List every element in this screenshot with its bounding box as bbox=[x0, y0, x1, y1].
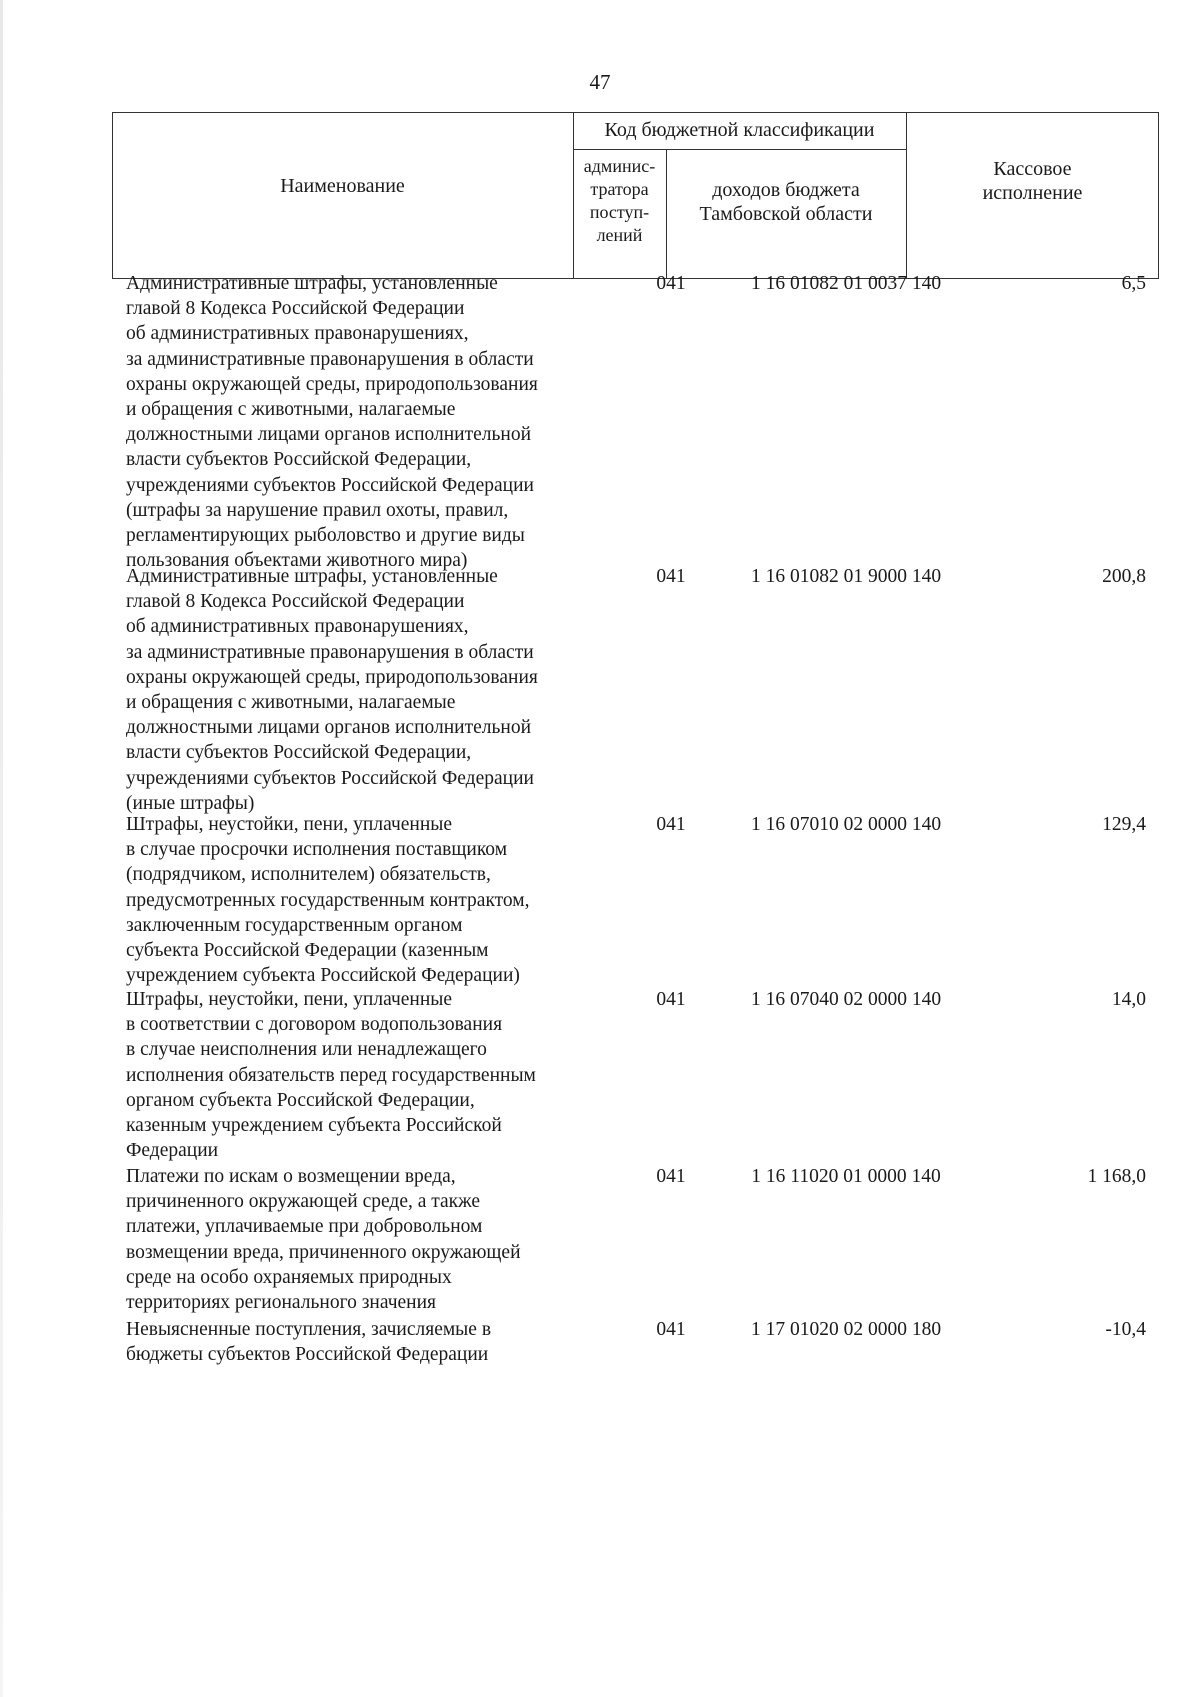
header-admin-column: админис- тратора поступ- лений bbox=[583, 156, 656, 245]
header-name-column: Наименование bbox=[280, 175, 405, 197]
row-name: Административные штрафы, установленные главой 8 Кодекса Российской Федерации об административных правонарушениях, за административные правонарушения в области охраны окружающей среды, природопользования и обращения с животными, налагаемые должностными лицами органов исполнительной власти субъектов Российской Федерации, учреждениями субъектов Российской Федерации (штрафы за нарушение правил охоты, правил, регламентирующих рыболовство и другие виды пользования объектами животного мира) bbox=[126, 273, 538, 572]
header-amount-column: Кассовое исполнение bbox=[982, 158, 1083, 204]
row-amount: 129,4 bbox=[1102, 814, 1146, 835]
row-amount: -10,4 bbox=[1105, 1319, 1146, 1340]
row-amount: 200,8 bbox=[1102, 566, 1146, 587]
row-income-code: 1 16 07010 02 0000 140 bbox=[750, 814, 942, 835]
row-admin-code: 041 bbox=[656, 566, 686, 587]
row-income-code: 1 16 07040 02 0000 140 bbox=[750, 989, 942, 1010]
row-name: Невыясненные поступления, зачисляемые в бюджеты субъектов Российской Федерации bbox=[126, 1319, 492, 1366]
row-income-code: 1 17 01020 02 0000 180 bbox=[750, 1319, 942, 1340]
header-divider-group bbox=[573, 149, 906, 150]
page-number: 47 bbox=[589, 70, 611, 94]
row-name: Платежи по искам о возмещении вреда, причиненного окружающей среде, а также платежи, уплачиваемые при добровольном возмещении вреда, причиненного окружающей среде на особо охраняемых природных территориях регионального значения bbox=[126, 1166, 521, 1314]
row-admin-code: 041 bbox=[656, 989, 686, 1010]
row-income-code: 1 16 01082 01 9000 140 bbox=[750, 566, 942, 587]
row-income-code: 1 16 01082 01 0037 140 bbox=[750, 273, 942, 294]
row-admin-code: 041 bbox=[656, 273, 686, 294]
row-amount: 1 168,0 bbox=[1087, 1166, 1146, 1187]
row-income-code: 1 16 11020 01 0000 140 bbox=[751, 1166, 941, 1187]
header-income-column: доходов бюджета Тамбовской области bbox=[699, 179, 873, 225]
row-name: Штрафы, неустойки, пени, уплаченные в случае просрочки исполнения поставщиком (подрядчиком, исполнителем) обязательств, предусмотренных государственным контрактом, заключенным государственным органом субъекта Российской Федерации (казенным учреждением субъекта Российской Федерации) bbox=[126, 814, 530, 987]
row-admin-code: 041 bbox=[656, 1166, 686, 1187]
row-amount: 6,5 bbox=[1121, 273, 1146, 294]
header-top-border bbox=[112, 112, 1159, 113]
row-name: Штрафы, неустойки, пени, уплаченные в соответствии с договором водопользования в случае неисполнения или ненадлежащего исполнения обязательств перед государственным органом субъекта Российской Федерации, казенным учреждением субъекта Российской Федерации bbox=[126, 989, 536, 1162]
scan-edge bbox=[0, 0, 3, 1697]
row-name: Административные штрафы, установленные главой 8 Кодекса Российской Федерации об административных правонарушениях, за административные правонарушения в области охраны окружающей среды, природопользования и обращения с животными, налагаемые должностными лицами органов исполнительной власти субъектов Российской Федерации, учреждениями субъектов Российской Федерации (иные штрафы) bbox=[126, 566, 538, 814]
header-code-group: Код бюджетной классификации bbox=[604, 119, 875, 141]
table-header bbox=[112, 112, 1159, 279]
row-admin-code: 041 bbox=[656, 814, 686, 835]
row-admin-code: 041 bbox=[656, 1319, 686, 1340]
row-amount: 14,0 bbox=[1111, 989, 1146, 1010]
